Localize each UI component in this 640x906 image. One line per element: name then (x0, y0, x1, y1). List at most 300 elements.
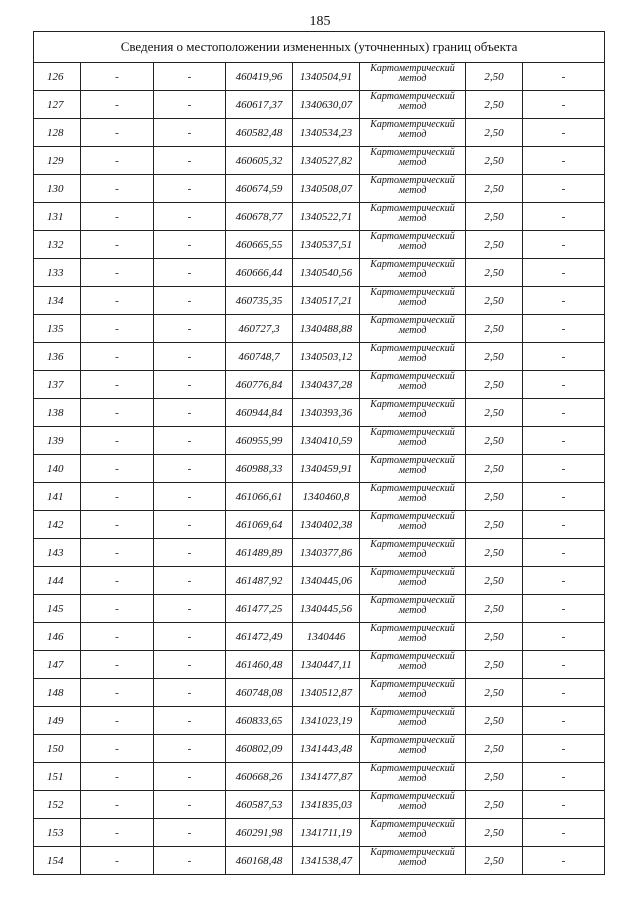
note-cell: - (523, 203, 605, 231)
column-3-cell: - (154, 735, 226, 763)
accuracy-cell: 2,50 (466, 63, 523, 91)
note-cell: - (523, 119, 605, 147)
y-coordinate-cell: 1340534,23 (293, 119, 360, 147)
method-cell (360, 819, 466, 847)
column-3-cell: - (154, 511, 226, 539)
method-cell (360, 735, 466, 763)
y-coordinate-cell: 1341477,87 (293, 763, 360, 791)
column-3-cell: - (154, 63, 226, 91)
table-row (34, 63, 605, 91)
method-cell (360, 847, 466, 875)
x-coordinate-cell: 460735,35 (226, 287, 293, 315)
method-line-1: Картометрический (370, 455, 455, 466)
column-2-cell: - (81, 287, 154, 315)
note-cell: - (523, 679, 605, 707)
column-2-cell: - (81, 343, 154, 371)
table-row (34, 511, 605, 539)
y-coordinate-cell: 1340537,51 (293, 231, 360, 259)
method-line-2: метод (398, 577, 427, 588)
method-line-1: Картометрический (370, 651, 455, 662)
x-coordinate-cell: 460833,65 (226, 707, 293, 735)
y-coordinate-cell: 1340445,56 (293, 595, 360, 623)
x-coordinate-cell: 461472,49 (226, 623, 293, 651)
table-row (34, 119, 605, 147)
column-3-cell: - (154, 763, 226, 791)
column-3-cell: - (154, 371, 226, 399)
point-number-cell: 143 (34, 539, 81, 567)
accuracy-cell: 2,50 (466, 847, 523, 875)
x-coordinate-cell: 461069,64 (226, 511, 293, 539)
x-coordinate-cell: 460955,99 (226, 427, 293, 455)
y-coordinate-cell: 1340445,06 (293, 567, 360, 595)
table-row (34, 707, 605, 735)
column-3-cell: - (154, 595, 226, 623)
method-line-2: метод (398, 633, 427, 644)
accuracy-cell: 2,50 (466, 455, 523, 483)
table-row (34, 539, 605, 567)
note-cell: - (523, 791, 605, 819)
note-cell: - (523, 91, 605, 119)
note-cell: - (523, 651, 605, 679)
y-coordinate-cell: 1340459,91 (293, 455, 360, 483)
point-number-cell: 138 (34, 399, 81, 427)
point-number-cell: 126 (34, 63, 81, 91)
column-2-cell: - (81, 539, 154, 567)
x-coordinate-cell: 460748,08 (226, 679, 293, 707)
accuracy-cell: 2,50 (466, 651, 523, 679)
column-2-cell: - (81, 763, 154, 791)
point-number-cell: 147 (34, 651, 81, 679)
accuracy-cell: 2,50 (466, 763, 523, 791)
y-coordinate-cell: 1340630,07 (293, 91, 360, 119)
point-number-cell: 142 (34, 511, 81, 539)
x-coordinate-cell: 460587,53 (226, 791, 293, 819)
point-number-cell: 128 (34, 119, 81, 147)
accuracy-cell: 2,50 (466, 371, 523, 399)
column-3-cell: - (154, 847, 226, 875)
x-coordinate-cell: 460582,48 (226, 119, 293, 147)
table-row (34, 259, 605, 287)
method-line-2: метод (398, 269, 427, 280)
method-cell (360, 315, 466, 343)
method-cell (360, 455, 466, 483)
column-2-cell: - (81, 511, 154, 539)
y-coordinate-cell: 1340488,88 (293, 315, 360, 343)
point-number-cell: 132 (34, 231, 81, 259)
accuracy-cell: 2,50 (466, 147, 523, 175)
accuracy-cell: 2,50 (466, 259, 523, 287)
method-cell (360, 91, 466, 119)
method-line-2: метод (398, 325, 427, 336)
y-coordinate-cell: 1341835,03 (293, 791, 360, 819)
y-coordinate-cell: 1340504,91 (293, 63, 360, 91)
column-2-cell: - (81, 427, 154, 455)
column-2-cell: - (81, 203, 154, 231)
method-line-1: Картометрический (370, 707, 455, 718)
accuracy-cell: 2,50 (466, 287, 523, 315)
accuracy-cell: 2,50 (466, 595, 523, 623)
point-number-cell: 154 (34, 847, 81, 875)
y-coordinate-cell: 1341443,48 (293, 735, 360, 763)
note-cell: - (523, 427, 605, 455)
column-3-cell: - (154, 539, 226, 567)
method-line-1: Картометрический (370, 91, 455, 102)
method-line-1: Картометрический (370, 595, 455, 606)
accuracy-cell: 2,50 (466, 707, 523, 735)
method-line-2: метод (398, 157, 427, 168)
column-3-cell: - (154, 791, 226, 819)
note-cell: - (523, 511, 605, 539)
method-line-2: метод (398, 717, 427, 728)
y-coordinate-cell: 1340512,87 (293, 679, 360, 707)
method-line-1: Картометрический (370, 259, 455, 270)
column-2-cell: - (81, 735, 154, 763)
x-coordinate-cell: 460748,7 (226, 343, 293, 371)
note-cell: - (523, 623, 605, 651)
column-2-cell: - (81, 315, 154, 343)
point-number-cell: 137 (34, 371, 81, 399)
table-row (34, 763, 605, 791)
method-line-1: Картометрический (370, 511, 455, 522)
column-2-cell: - (81, 455, 154, 483)
column-2-cell: - (81, 707, 154, 735)
column-3-cell: - (154, 455, 226, 483)
point-number-cell: 150 (34, 735, 81, 763)
x-coordinate-cell: 460944,84 (226, 399, 293, 427)
method-cell (360, 287, 466, 315)
method-line-2: метод (398, 465, 427, 476)
method-line-2: метод (398, 829, 427, 840)
column-3-cell: - (154, 819, 226, 847)
x-coordinate-cell: 460674,59 (226, 175, 293, 203)
note-cell: - (523, 707, 605, 735)
column-3-cell: - (154, 147, 226, 175)
column-2-cell: - (81, 399, 154, 427)
column-2-cell: - (81, 63, 154, 91)
method-line-1: Картометрический (370, 735, 455, 746)
y-coordinate-cell: 1340517,21 (293, 287, 360, 315)
method-line-1: Картометрический (370, 427, 455, 438)
method-line-2: метод (398, 353, 427, 364)
accuracy-cell: 2,50 (466, 427, 523, 455)
point-number-cell: 144 (34, 567, 81, 595)
y-coordinate-cell: 1341023,19 (293, 707, 360, 735)
x-coordinate-cell: 460802,09 (226, 735, 293, 763)
method-line-1: Картометрический (370, 791, 455, 802)
table-row (34, 371, 605, 399)
method-line-1: Картометрический (370, 315, 455, 326)
method-line-1: Картометрический (370, 847, 455, 858)
point-number-cell: 141 (34, 483, 81, 511)
y-coordinate-cell: 1341711,19 (293, 819, 360, 847)
table-row (34, 595, 605, 623)
accuracy-cell: 2,50 (466, 231, 523, 259)
y-coordinate-cell: 1340393,36 (293, 399, 360, 427)
x-coordinate-cell: 460291,98 (226, 819, 293, 847)
table-row (34, 203, 605, 231)
note-cell: - (523, 343, 605, 371)
note-cell: - (523, 371, 605, 399)
note-cell: - (523, 483, 605, 511)
accuracy-cell: 2,50 (466, 679, 523, 707)
table-row (34, 483, 605, 511)
accuracy-cell: 2,50 (466, 511, 523, 539)
point-number-cell: 139 (34, 427, 81, 455)
note-cell: - (523, 231, 605, 259)
y-coordinate-cell: 1340437,28 (293, 371, 360, 399)
table-row (34, 343, 605, 371)
column-3-cell: - (154, 399, 226, 427)
y-coordinate-cell: 1340410,59 (293, 427, 360, 455)
y-coordinate-cell: 1340503,12 (293, 343, 360, 371)
note-cell: - (523, 315, 605, 343)
point-number-cell: 140 (34, 455, 81, 483)
accuracy-cell: 2,50 (466, 791, 523, 819)
y-coordinate-cell: 1340522,71 (293, 203, 360, 231)
point-number-cell: 152 (34, 791, 81, 819)
method-cell (360, 371, 466, 399)
table-body (34, 63, 605, 875)
method-cell (360, 707, 466, 735)
method-cell (360, 651, 466, 679)
accuracy-cell: 2,50 (466, 539, 523, 567)
method-cell (360, 595, 466, 623)
point-number-cell: 131 (34, 203, 81, 231)
y-coordinate-cell: 1340508,07 (293, 175, 360, 203)
note-cell: - (523, 399, 605, 427)
method-line-2: метод (398, 73, 427, 84)
method-line-1: Картометрический (370, 371, 455, 382)
table-row (34, 735, 605, 763)
x-coordinate-cell: 460776,84 (226, 371, 293, 399)
method-cell (360, 231, 466, 259)
note-cell: - (523, 539, 605, 567)
boundary-coordinates-table (33, 31, 605, 875)
column-2-cell: - (81, 595, 154, 623)
point-number-cell: 146 (34, 623, 81, 651)
table-row (34, 819, 605, 847)
accuracy-cell: 2,50 (466, 623, 523, 651)
x-coordinate-cell: 460988,33 (226, 455, 293, 483)
x-coordinate-cell: 461487,92 (226, 567, 293, 595)
accuracy-cell: 2,50 (466, 315, 523, 343)
table-row (34, 567, 605, 595)
column-3-cell: - (154, 483, 226, 511)
point-number-cell: 134 (34, 287, 81, 315)
column-2-cell: - (81, 623, 154, 651)
x-coordinate-cell: 460617,37 (226, 91, 293, 119)
accuracy-cell: 2,50 (466, 343, 523, 371)
method-line-1: Картометрический (370, 399, 455, 410)
method-line-1: Картометрический (370, 567, 455, 578)
x-coordinate-cell: 460605,32 (226, 147, 293, 175)
point-number-cell: 133 (34, 259, 81, 287)
method-line-1: Картометрический (370, 175, 455, 186)
table-row (34, 679, 605, 707)
note-cell: - (523, 287, 605, 315)
note-cell: - (523, 567, 605, 595)
method-line-2: метод (398, 381, 427, 392)
accuracy-cell: 2,50 (466, 819, 523, 847)
method-line-1: Картометрический (370, 679, 455, 690)
column-2-cell: - (81, 819, 154, 847)
column-2-cell: - (81, 231, 154, 259)
column-2-cell: - (81, 147, 154, 175)
method-line-2: метод (398, 857, 427, 868)
accuracy-cell: 2,50 (466, 567, 523, 595)
y-coordinate-cell: 1340540,56 (293, 259, 360, 287)
method-cell (360, 147, 466, 175)
x-coordinate-cell: 461460,48 (226, 651, 293, 679)
method-line-1: Картометрический (370, 119, 455, 130)
y-coordinate-cell: 1340447,11 (293, 651, 360, 679)
note-cell: - (523, 259, 605, 287)
method-line-1: Картометрический (370, 203, 455, 214)
method-line-2: метод (398, 185, 427, 196)
method-cell (360, 63, 466, 91)
method-line-1: Картометрический (370, 147, 455, 158)
y-coordinate-cell: 1341538,47 (293, 847, 360, 875)
accuracy-cell: 2,50 (466, 399, 523, 427)
method-cell (360, 343, 466, 371)
x-coordinate-cell: 460727,3 (226, 315, 293, 343)
note-cell: - (523, 595, 605, 623)
column-3-cell: - (154, 175, 226, 203)
method-line-1: Картометрический (370, 483, 455, 494)
table-row (34, 147, 605, 175)
method-cell (360, 511, 466, 539)
column-2-cell: - (81, 791, 154, 819)
note-cell: - (523, 763, 605, 791)
column-2-cell: - (81, 119, 154, 147)
accuracy-cell: 2,50 (466, 91, 523, 119)
table-row (34, 231, 605, 259)
column-2-cell: - (81, 651, 154, 679)
method-line-2: метод (398, 521, 427, 532)
method-line-2: метод (398, 605, 427, 616)
note-cell: - (523, 175, 605, 203)
method-line-2: метод (398, 409, 427, 420)
method-cell (360, 679, 466, 707)
table-row (34, 791, 605, 819)
point-number-cell: 149 (34, 707, 81, 735)
point-number-cell: 148 (34, 679, 81, 707)
method-line-1: Картометрический (370, 231, 455, 242)
method-line-1: Картометрический (370, 539, 455, 550)
method-line-2: метод (398, 493, 427, 504)
accuracy-cell: 2,50 (466, 203, 523, 231)
method-cell (360, 427, 466, 455)
method-line-2: метод (398, 773, 427, 784)
method-line-1: Картометрический (370, 819, 455, 830)
column-3-cell: - (154, 119, 226, 147)
x-coordinate-cell: 460168,48 (226, 847, 293, 875)
method-line-1: Картометрический (370, 763, 455, 774)
column-3-cell: - (154, 231, 226, 259)
column-3-cell: - (154, 679, 226, 707)
method-cell (360, 175, 466, 203)
point-number-cell: 153 (34, 819, 81, 847)
x-coordinate-cell: 460665,55 (226, 231, 293, 259)
accuracy-cell: 2,50 (466, 175, 523, 203)
y-coordinate-cell: 1340377,86 (293, 539, 360, 567)
table-row (34, 91, 605, 119)
x-coordinate-cell: 460668,26 (226, 763, 293, 791)
method-line-2: метод (398, 801, 427, 812)
point-number-cell: 127 (34, 91, 81, 119)
table-row (34, 315, 605, 343)
x-coordinate-cell: 460678,77 (226, 203, 293, 231)
x-coordinate-cell: 460419,96 (226, 63, 293, 91)
note-cell: - (523, 735, 605, 763)
point-number-cell: 145 (34, 595, 81, 623)
column-3-cell: - (154, 343, 226, 371)
method-cell (360, 483, 466, 511)
table-title-row (34, 32, 605, 63)
column-2-cell: - (81, 567, 154, 595)
method-line-2: метод (398, 437, 427, 448)
method-cell (360, 623, 466, 651)
note-cell: - (523, 147, 605, 175)
method-line-2: метод (398, 689, 427, 700)
method-line-1: Картометрический (370, 287, 455, 298)
y-coordinate-cell: 1340402,38 (293, 511, 360, 539)
y-coordinate-cell: 1340527,82 (293, 147, 360, 175)
accuracy-cell: 2,50 (466, 735, 523, 763)
x-coordinate-cell: 460666,44 (226, 259, 293, 287)
column-2-cell: - (81, 483, 154, 511)
method-cell (360, 203, 466, 231)
method-cell (360, 791, 466, 819)
note-cell: - (523, 63, 605, 91)
table-row (34, 651, 605, 679)
method-line-2: метод (398, 661, 427, 672)
method-line-2: метод (398, 745, 427, 756)
column-2-cell: - (81, 91, 154, 119)
method-line-2: метод (398, 101, 427, 112)
note-cell: - (523, 847, 605, 875)
point-number-cell: 136 (34, 343, 81, 371)
y-coordinate-cell: 1340446 (293, 623, 360, 651)
method-line-1: Картометрический (370, 623, 455, 634)
method-line-2: метод (398, 297, 427, 308)
column-3-cell: - (154, 427, 226, 455)
method-cell (360, 567, 466, 595)
column-2-cell: - (81, 259, 154, 287)
x-coordinate-cell: 461489,89 (226, 539, 293, 567)
method-cell (360, 539, 466, 567)
column-3-cell: - (154, 707, 226, 735)
accuracy-cell: 2,50 (466, 483, 523, 511)
method-cell (360, 763, 466, 791)
column-2-cell: - (81, 371, 154, 399)
table-row (34, 175, 605, 203)
method-line-2: метод (398, 213, 427, 224)
table-row (34, 623, 605, 651)
y-coordinate-cell: 1340460,8 (293, 483, 360, 511)
column-3-cell: - (154, 203, 226, 231)
table-row (34, 847, 605, 875)
method-line-2: метод (398, 241, 427, 252)
table-row (34, 455, 605, 483)
method-cell (360, 399, 466, 427)
column-3-cell: - (154, 651, 226, 679)
column-3-cell: - (154, 567, 226, 595)
column-2-cell: - (81, 175, 154, 203)
x-coordinate-cell: 461066,61 (226, 483, 293, 511)
method-line-2: метод (398, 129, 427, 140)
note-cell: - (523, 819, 605, 847)
